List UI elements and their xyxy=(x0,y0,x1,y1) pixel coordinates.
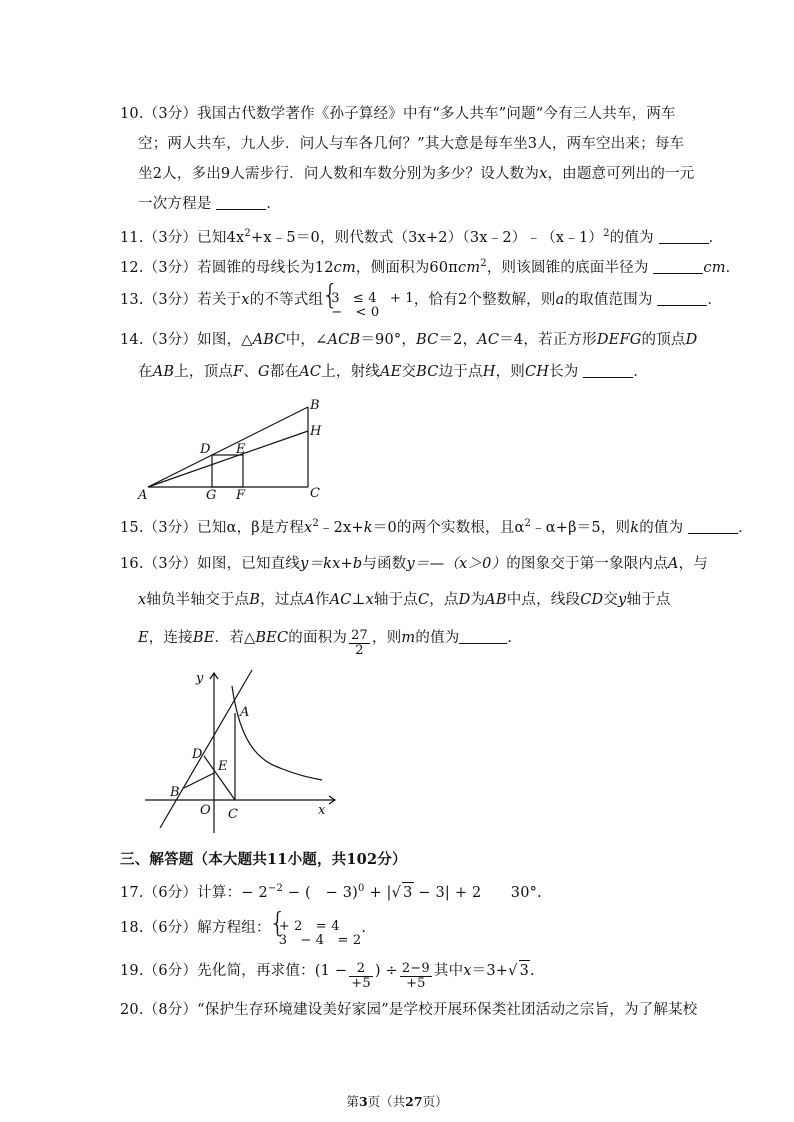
answer-blank[interactable] xyxy=(216,195,266,210)
fraction-1: $\frac{2}{+5}$ xyxy=(351,961,371,991)
q14-line-1: 14.（3分）如图，△ABC中，∠ACB＝90°，BC＝2，AC＝4，若正方形DEFG的顶点D xyxy=(120,332,698,348)
q11-line: 11.（3分）已知$4x^2+x﹣5=0$，则代数式（3x+2）（3x﹣2）﹣（x﹣1）$^2$的值为 ． xyxy=(120,228,724,246)
q17-line: 17.（6分）计算：− $2^{-2}$ − ( − 3)$^0$ + |√ 3 − 3| + 2 30°. xyxy=(120,883,542,901)
q16-line-3: E，连接BE．若△BEC的面积为 $\frac{27}{2}$ ，则m的值为 ． xyxy=(138,628,523,658)
q10-line-4: 一次方程是 ． xyxy=(138,196,282,212)
fraction-27-2: $\frac{27}{2}$ xyxy=(351,628,369,658)
section-heading: 三、解答题（本大题共11小题，共102分） xyxy=(120,851,407,868)
q16-line-1: 16.（3分）如图，已知直线y＝kx+b与函数y＝—（x＞0）的图象交于第一象限内点A，与 xyxy=(120,556,708,572)
label-g: G xyxy=(206,488,217,503)
q15-line: 15.（3分）已知α，β是方程$x^2﹣2x+k=0$的两个实数根，且$\alpha^2﹣\alpha+\beta=5$，则k的值为 ． xyxy=(120,518,753,536)
answer-blank[interactable] xyxy=(688,519,738,534)
hyperbola-curve xyxy=(232,686,322,780)
fraction-2: $\frac{2-9}{+5}$ xyxy=(401,961,430,991)
answer-blank[interactable] xyxy=(659,229,709,244)
answer-blank[interactable] xyxy=(657,291,707,306)
answer-blank[interactable] xyxy=(459,629,507,644)
answer-blank[interactable] xyxy=(583,363,633,378)
page-footer: 第3页（共27页） xyxy=(346,1094,448,1109)
figure-16-graph xyxy=(140,668,340,838)
label-f: F xyxy=(236,488,246,503)
label-a: A xyxy=(240,705,250,720)
q16-line-2: x轴负半轴交于点B，过点A作AC⊥x轴于点C，点D为AB中点，线段CD交y轴于点 xyxy=(138,592,671,608)
q12-line: 12.（3分）若圆锥的母线长为12cm，侧面积为60πcm$^2$，则该圆锥的底面半径为 cm． xyxy=(120,258,741,276)
label-b: B xyxy=(310,398,320,413)
q10-line-3: 坐2人，多出9人需步行．问人数和车数分别为多少？设人数为x，由题意可列出的一元 xyxy=(138,166,695,182)
q19-line: 19.（6分）先化简，再求值：(1 − $\frac{2}{+5}$ ) ÷ $\frac{2-9}{+5}$ 其中x＝3+√ 3. xyxy=(120,961,535,991)
label-c: C xyxy=(228,807,238,822)
answer-blank[interactable] xyxy=(653,259,703,274)
label-y: y xyxy=(196,671,204,686)
label-d: D xyxy=(192,747,203,762)
ray-ae xyxy=(148,431,308,487)
inequality-system: { 3 ≤ 4 + 1 − < 0 xyxy=(323,292,414,320)
equation-system: { + 2 = 4 3 − 4 = 2 xyxy=(271,920,362,948)
figure-14-triangle xyxy=(130,395,340,505)
q10-line-2: 空；两人共车，九人步．问人与车各几何？”其大意是每车坐3人，两车空出来；每车 xyxy=(138,136,685,152)
label-o: O xyxy=(200,803,211,818)
label-e: E xyxy=(236,442,246,457)
label-x: x xyxy=(318,803,326,818)
q18-line: 18.（6分）解方程组： { + 2 = 4 3 − 4 = 2 . xyxy=(120,918,675,948)
label-c: C xyxy=(310,486,320,501)
label-d: D xyxy=(200,442,211,457)
label-a: A xyxy=(138,488,148,503)
label-b: B xyxy=(170,785,180,800)
segment-be xyxy=(184,773,214,788)
segment-ab xyxy=(148,407,308,487)
q20-line-1: 20.（8分）“保护生存环境建设美好家园”是学校开展环保类社团活动之宗旨，为了解某校 xyxy=(120,1002,698,1018)
q14-line-2: 在AB上，顶点F、G都在AC上，射线AE交BC边于点H，则CH长为 ． xyxy=(138,364,649,380)
label-e: E xyxy=(218,759,228,774)
label-h: H xyxy=(310,424,322,439)
q10-line-1: 10.（3分）我国古代数学著作《孙子算经》中有“多人共车”问题“今有三人共车，两车 xyxy=(120,106,676,122)
q13-line: 13.（3分）若关于x的不等式组 { 3 ≤ 4 + 1 − < 0 ，恰有2个整数解，则a的取值范围为 ． xyxy=(120,290,675,320)
